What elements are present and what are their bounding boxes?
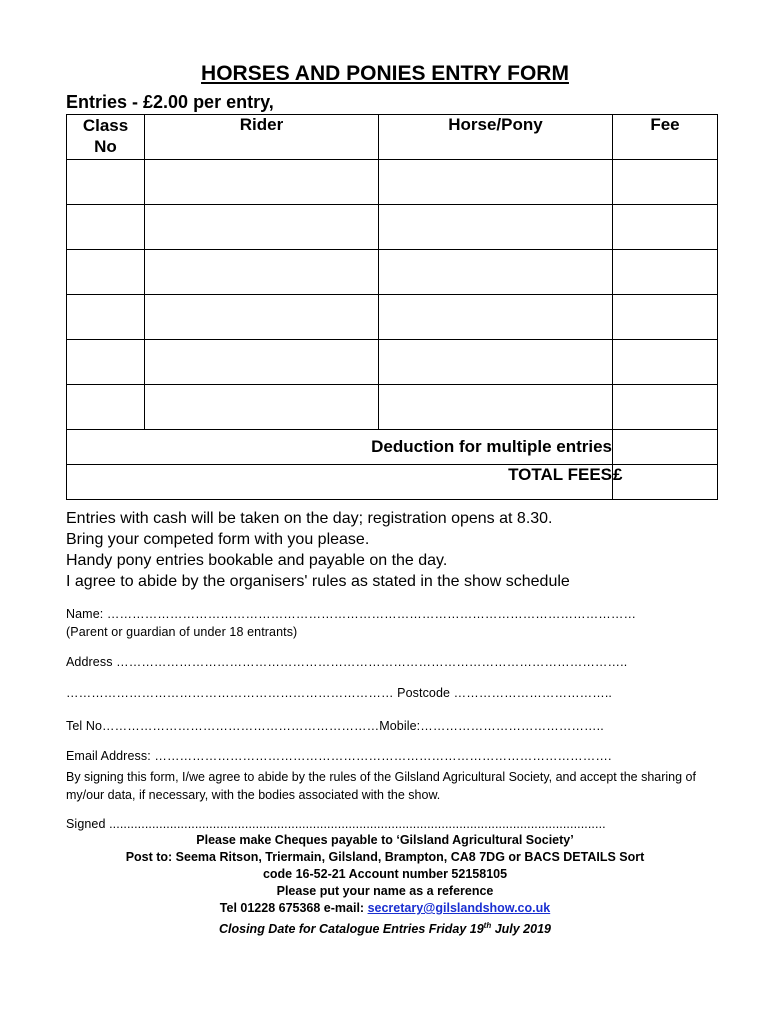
post-line-2: code 16-52-21 Account number 52158105 [262,867,508,881]
horse-cell[interactable] [379,340,613,385]
rider-cell[interactable] [145,295,379,340]
fee-cell[interactable] [613,250,718,295]
horse-cell[interactable] [379,295,613,340]
contact-line [0,900,770,917]
info-line: Handy pony entries bookable and payable on the day. [66,552,448,569]
header-horse-pony: Horse/Pony [379,115,613,160]
fee-cell[interactable] [613,205,718,250]
table-row [67,250,718,295]
rider-cell[interactable] [145,160,379,205]
horse-cell[interactable] [379,160,613,205]
table-row [67,160,718,205]
name-note: (Parent or guardian of under 18 entrants) [66,625,298,639]
fee-cell[interactable] [613,160,718,205]
deduction-value-cell[interactable] [613,430,718,465]
consent-text: By signing this form, I/we agree to abide by the rules of the Gilsland Agricultural Society, and accept the sharing of my/our data, if necessary, with the bodies associated with the show. [66,770,696,802]
address-postcode-field[interactable]: …………………………………………………………………… Postcode ……………………………….. [66,686,613,700]
rider-cell[interactable] [145,385,379,430]
signature-field[interactable]: Signed ........................................................................................................................................... [66,817,606,831]
total-fees-label: TOTAL FEES [67,465,613,500]
table-header-row [67,115,718,160]
horse-cell[interactable] [379,205,613,250]
class-cell[interactable] [67,250,145,295]
total-row [67,465,718,500]
address-field[interactable]: Address ………………………………………………………………………………………………………….. [66,655,628,669]
total-fees-cell[interactable]: £ [613,465,718,500]
fee-cell[interactable] [613,295,718,340]
table-row [67,385,718,430]
closing-date: Closing Date for Catalogue Entries Friday 19th July 2019 [219,921,551,937]
horse-cell[interactable] [379,385,613,430]
entry-price: Entries - £2.00 per entry, [66,92,274,112]
reference-line: Please put your name as a reference [276,884,494,898]
rider-cell[interactable] [145,340,379,385]
info-line: Bring your competed form with you please. [66,531,370,548]
class-cell[interactable] [67,385,145,430]
table-row [67,340,718,385]
entry-information [66,508,570,592]
deduction-label: Deduction for multiple entries [67,430,613,465]
class-cell[interactable] [67,205,145,250]
rider-cell[interactable] [145,250,379,295]
class-cell[interactable] [67,160,145,205]
name-field[interactable]: Name: ……………………………………………………………………………………………………………… [66,607,637,621]
class-cell[interactable] [67,295,145,340]
telephone-text: Tel 01228 675368 e-mail: [219,901,368,915]
rider-cell[interactable] [145,205,379,250]
info-line: I agree to abide by the organisers' rules as stated in the show schedule [66,573,570,590]
class-cell[interactable] [67,340,145,385]
entries-table [66,114,718,500]
cheques-line: Please make Cheques payable to ‘Gilsland Agricultural Society’ [196,833,574,847]
fee-cell[interactable] [613,340,718,385]
form-title: HORSES AND PONIES ENTRY FORM [201,62,569,85]
post-line-1: Post to: Seema Ritson, Triermain, Gilsland, Brampton, CA8 7DG or BACS DETAILS Sort [125,850,645,864]
header-fee: Fee [613,115,718,160]
payment-details [0,832,770,938]
info-line: Entries with cash will be taken on the day; registration opens at 8.30. [66,510,553,527]
table-row [67,205,718,250]
table-row [67,295,718,340]
header-rider: Rider [145,115,379,160]
header-class-no: Class No [67,115,145,160]
tel-mobile-field[interactable]: Tel No…………………………………………………………Mobile:…………………………………….. [66,719,604,733]
fee-cell[interactable] [613,385,718,430]
horse-cell[interactable] [379,250,613,295]
email-field[interactable]: Email Address: ………………………………………………………………………………………………. [66,749,612,763]
email-link[interactable]: secretary@gilslandshow.co.uk [367,901,551,915]
deduction-row [67,430,718,465]
